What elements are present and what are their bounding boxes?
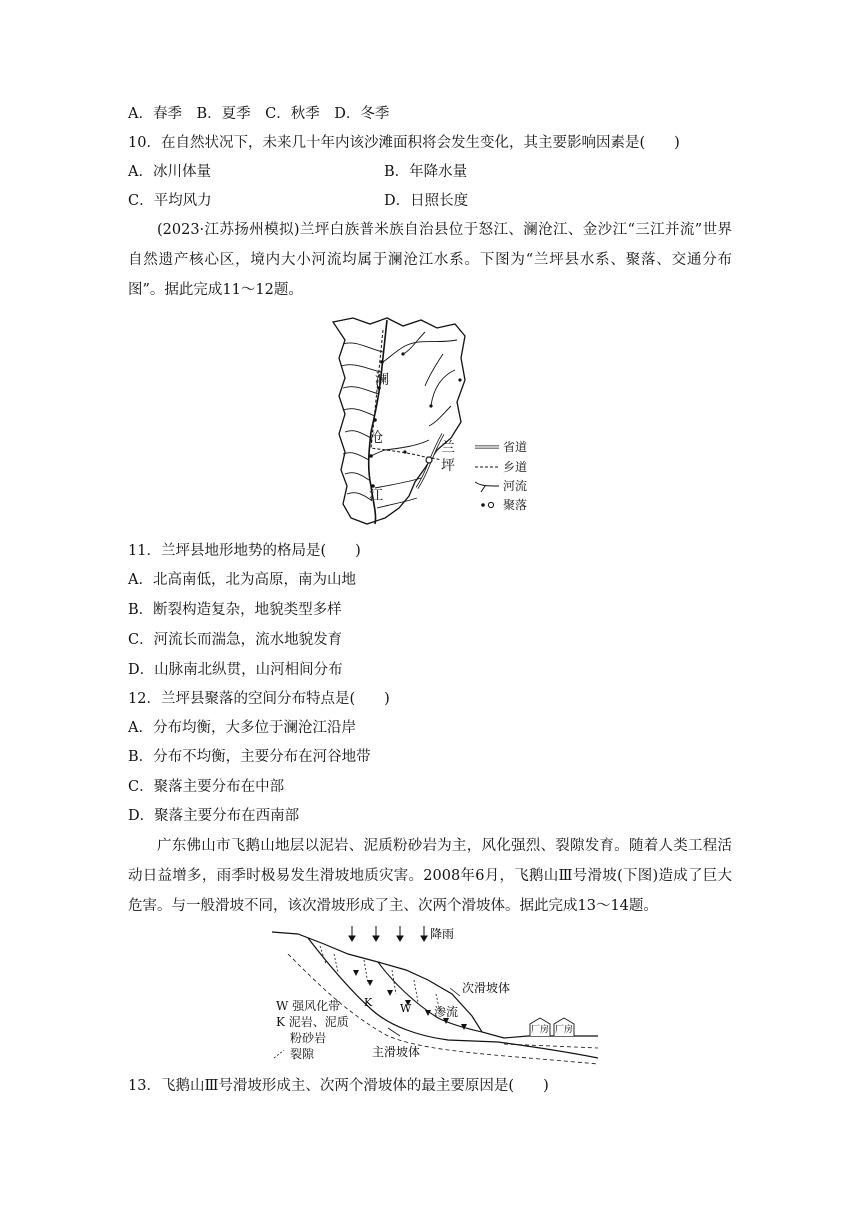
q11-option-b: B．断裂构造复杂，地貌类型多样	[128, 602, 342, 618]
passage-lanping	[128, 215, 732, 305]
legend-settlement: 聚落	[503, 498, 528, 512]
q11-option-c: C．河流长而湍急，流水地貌发育	[128, 632, 343, 648]
lanping-map-figure	[325, 310, 545, 530]
legend-k-rock-2: 粉砂岩	[290, 1031, 327, 1045]
label-rain: 降雨	[430, 927, 455, 941]
q12-option-d: D．聚落主要分布在西南部	[128, 808, 300, 824]
map-county-char-2: 坪	[441, 458, 455, 474]
label-factory-1: 厂房	[531, 1025, 550, 1035]
legend-provincial-road: 省道	[503, 440, 528, 454]
passage-lanping-text: (2023·江苏扬州模拟)兰坪白族普米族自治县位于怒江、澜沧江、金沙江“三江并流”世界自然遗产核心区，境内大小河流均属于澜沧江水系。下图为“兰坪县水系、聚落、交通分布图”。据此完成11～12题。	[128, 222, 732, 298]
secondary-slide-surface	[378, 962, 482, 1032]
main-slide-surface	[308, 938, 598, 1058]
legend-k-rock-1: K 泥岩、泥质	[276, 1015, 349, 1029]
q11-option-d: D．山脉南北纵贯，山河相间分布	[128, 662, 343, 678]
map-river-char-1: 澜	[375, 372, 389, 388]
map-river-char-2: 沧	[369, 430, 383, 446]
legend-w-zone: W 强风化带	[276, 999, 341, 1013]
rain-arrows	[349, 926, 427, 941]
landslide-figure	[268, 924, 598, 1066]
q9-options: A．春季 B．夏季 C．秋季 D．冬季	[128, 106, 390, 122]
q11-option-a: A．北高南低，北为高原，南为山地	[128, 572, 356, 588]
landslide-legend	[274, 998, 349, 1061]
county-seat-circle	[426, 457, 432, 463]
label-w-letter: W	[400, 1002, 412, 1015]
q10-option-d: D．日照长度	[384, 193, 469, 209]
label-k-letter: K	[364, 996, 373, 1009]
passage-feieshan-text: 广东佛山市飞鹅山地层以泥岩、泥质粉砂岩为主，风化强烈、裂隙发育。随着人类工程活动日益增多，雨季时极易发生滑坡地质灾害。2008年6月，飞鹅山Ⅲ号滑坡(下图)造成了巨大危害。与一般滑坡不同，该次滑坡形成了主、次两个滑坡体。据此完成13～14题。	[128, 838, 732, 914]
legend-fissure: 裂隙	[290, 1047, 315, 1061]
q11-stem: 11．兰坪县地形地势的格局是( )	[128, 543, 361, 559]
legend-township-road: 乡道	[503, 460, 528, 474]
map-county-char-1: 兰	[441, 440, 455, 456]
passage-feieshan	[128, 831, 732, 921]
west-tributaries	[341, 343, 383, 500]
q10-stem: 10．在自然状况下，未来几十年内该沙滩面积将会发生变化，其主要影响因素是( )	[128, 135, 680, 151]
q13-stem: 13．飞鹅山Ⅲ号滑坡形成主、次两个滑坡体的最主要原因是( )	[128, 1078, 549, 1094]
q12-option-b: B．分布不均衡，主要分布在河谷地带	[128, 749, 371, 765]
map-legend	[475, 439, 527, 512]
q12-option-a: A．分布均衡，大多位于澜沧江沿岸	[128, 720, 356, 736]
q10-option-a: A．冰川体量	[128, 164, 211, 180]
legend-river: 河流	[503, 479, 528, 493]
label-factory-2: 厂房	[555, 1025, 574, 1035]
label-main-body: 主滑坡体	[372, 1045, 421, 1059]
q12-stem: 12．兰坪县聚落的空间分布特点是( )	[128, 691, 390, 707]
q12-option-c: C．聚落主要分布在中部	[128, 779, 285, 795]
q10-option-b: B．年降水量	[384, 164, 468, 180]
map-river-char-3: 江	[369, 488, 383, 504]
label-seepage: 渗流	[434, 1005, 459, 1019]
q10-option-c: C．平均风力	[128, 193, 212, 209]
east-tributaries	[371, 332, 457, 508]
label-secondary-body: 次滑坡体	[462, 981, 511, 995]
